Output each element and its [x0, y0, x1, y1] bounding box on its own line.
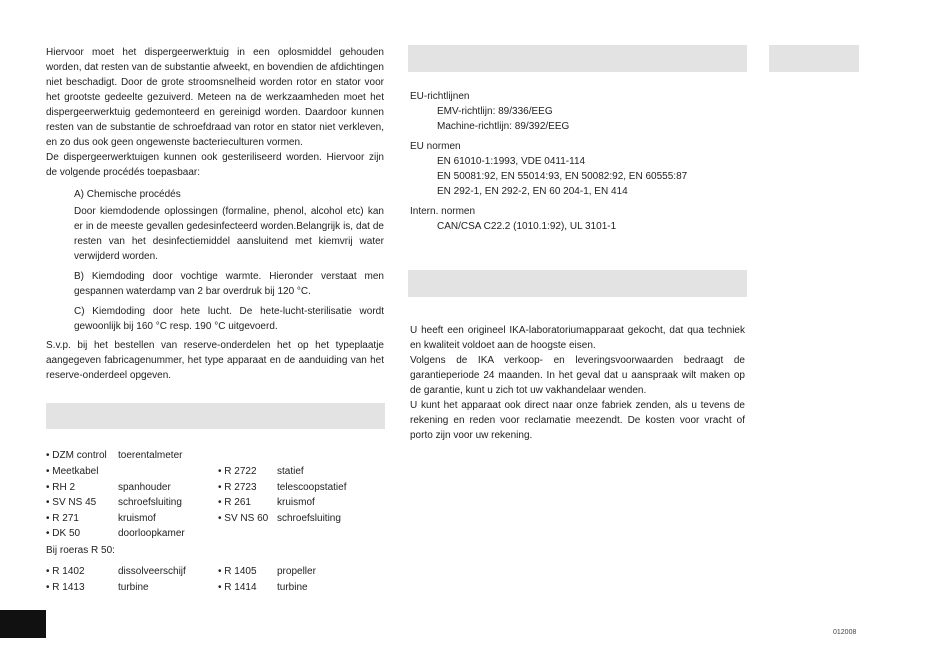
- r50-label: Bij roeras R 50:: [46, 545, 115, 556]
- procedure-c-text: C) Kiemdoding door hete lucht. De hete-lucht-sterilisatie wordt gewoonlijk bij 160 °C resp. 190 °C uitgevoerd.: [74, 306, 384, 332]
- eu-norm-item: EN 61010-1:1993, VDE 0411-114: [437, 156, 586, 167]
- margin-tab-bar: [769, 45, 859, 72]
- warranty-section: [410, 323, 745, 443]
- standards-section: [410, 89, 687, 234]
- eu-norm-item: EN 292-1, EN 292-2, EN 60 204-1, EN 414: [437, 186, 628, 197]
- eu-directives-label: EU-richtlijnen: [410, 91, 470, 102]
- page-corner-mark: [0, 610, 46, 638]
- procedure-b-text: B) Kiemdoding door vochtige warmte. Hieronder verstaat men gespannen waterdamp van 2 bar overdruk bij 120 °C.: [74, 271, 384, 297]
- document-code: 012008: [833, 629, 857, 636]
- warranty-paragraph-1: U heeft een origineel IKA-laboratoriumapparaat gekocht, dat qua techniek en kwaliteit voldoet aan de hoogste eisen.: [410, 325, 745, 351]
- order-paragraph: S.v.p. bij het bestellen van reserve-onderdelen het op het typeplaatje aangegeven fabricagenummer, het type apparaat en de aanduiding van het reserve-onderdeel opgeven.: [46, 340, 384, 381]
- accessories-header-bar: [46, 403, 385, 429]
- standards-header-bar: [408, 45, 747, 72]
- intern-norm-item: CAN/CSA C22.2 (1010.1:92), UL 3101-1: [437, 221, 617, 232]
- warranty-paragraph-2: Volgens de IKA verkoop- en leveringsvoorwaarden bedraagt de garantieperiode 24 maanden. In het geval dat u aanspraak wilt maken op de garantie, kunt u zich tot uw vakhandelaar wenden.: [410, 355, 745, 396]
- warranty-header-bar: [408, 270, 747, 297]
- left-column: [46, 45, 384, 383]
- eu-directive-item: Machine-richtlijn: 89/392/EEG: [437, 121, 570, 132]
- sterilize-paragraph: De dispergeerwerktuigen kunnen ook gesteriliseerd worden. Hiervoor zijn de volgende procédés toepasbaar:: [46, 152, 384, 178]
- procedure-a-text: Door kiemdodende oplossingen (formaline, phenol, alcohol etc) kan er in de meeste gevallen gedesinfecteerd worden.Belangrijk is, dat de resten van het desinfectiemiddel aansluitend met kiemvrij water verwijderd worden.: [74, 206, 384, 262]
- cleaning-paragraph: Hiervoor moet het dispergeerwerktuig in een oplosmiddel gehouden worden, dat resten van de substantie afweekt, en bovendien de afdichtingen niet beschadigt. Door de grote stroomsnelheid worden rotor en stator voor het grootste gedeelte gezuiverd. Meteen na de werkzaamheden moet het dispergeerwerktuig gedemonteerd en gereinigd worden. Daardoor kunnen resten van de substantie de schroefdraad van rotor en stator niet verkleven, en zo dus ook geen ongewenste bacterieculturen vormen.: [46, 47, 384, 148]
- procedure-a-title: A) Chemische procédés: [74, 189, 181, 200]
- eu-norm-item: EN 50081:92, EN 55014:93, EN 50082:92, EN 60555:87: [437, 171, 688, 182]
- warranty-paragraph-3: U kunt het apparaat ook direct naar onze fabriek zenden, als u tevens de rekening en reden voor reclamatie meezendt. De kosten voor vracht of porto zijn voor uw rekening.: [410, 400, 745, 441]
- intern-norms-label: Intern. normen: [410, 206, 476, 217]
- eu-directive-item: EMV-richtlijn: 89/336/EEG: [437, 106, 553, 117]
- eu-norms-label: EU normen: [410, 141, 461, 152]
